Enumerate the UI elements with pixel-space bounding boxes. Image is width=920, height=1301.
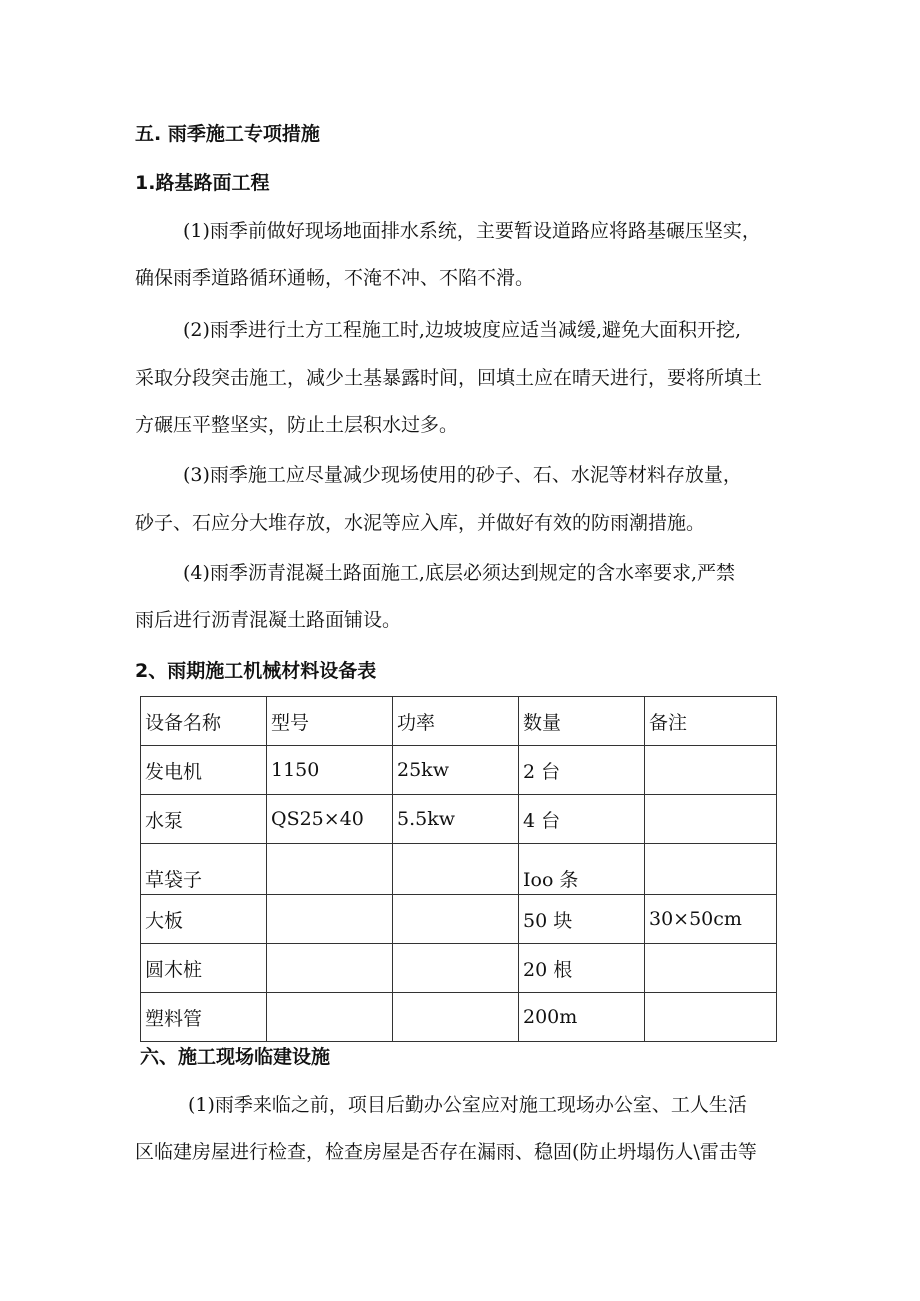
header-cell: 数量 xyxy=(519,697,645,746)
table-cell: 20 根 xyxy=(519,944,645,993)
paragraph-2-line-2: 采取分段突击施工，减少土基暴露时间，回填土应在晴天进行，要将所填土 xyxy=(135,367,763,389)
table-cell xyxy=(267,844,393,895)
paragraph-3-line-2: 砂子、石应分大堆存放，水泥等应入库，并做好有效的防雨潮措施。 xyxy=(135,512,706,534)
table-cell xyxy=(645,795,777,844)
table-cell: 塑料管 xyxy=(141,993,267,1042)
subsection-1-heading: 1.路基路面工程 xyxy=(135,172,270,194)
table-row xyxy=(141,746,777,795)
section-6-paragraph-1-line-1: (1)雨季来临之前，项目后勤办公室应对施工现场办公室、工人生活 xyxy=(188,1094,747,1116)
paragraph-3-line-1: (3)雨季施工应尽量减少现场使用的砂子、石、水泥等材料存放量， xyxy=(183,464,742,486)
paragraph-2-line-3: 方碾压平整坚实，防止土层积水过多。 xyxy=(135,414,459,436)
table-cell xyxy=(645,993,777,1042)
table-row xyxy=(141,895,777,944)
table-cell xyxy=(393,944,519,993)
table-cell: 5.5kw xyxy=(393,795,519,844)
paragraph-1-line-1: (1)雨季前做好现场地面排水系统，主要暂设道路应将路基碾压坚实， xyxy=(183,220,761,242)
header-cell: 备注 xyxy=(645,697,777,746)
header-cell: 型号 xyxy=(267,697,393,746)
table-cell: 水泵 xyxy=(141,795,267,844)
table-row xyxy=(141,944,777,993)
table-cell xyxy=(645,944,777,993)
table-cell xyxy=(267,993,393,1042)
table-cell: Ioo 条 xyxy=(519,844,645,895)
paragraph-1-line-2: 确保雨季道路循环通畅，不淹不冲、不陷不滑。 xyxy=(135,267,535,289)
table-cell: 50 块 xyxy=(519,895,645,944)
table-cell: 大板 xyxy=(141,895,267,944)
header-cell: 功率 xyxy=(393,697,519,746)
table-cell xyxy=(267,895,393,944)
table-cell: 草袋子 xyxy=(141,844,267,895)
paragraph-4-line-1: (4)雨季沥青混凝土路面施工,底层必须达到规定的含水率要求,严禁 xyxy=(183,562,735,584)
table-row xyxy=(141,795,777,844)
paragraph-2-line-1: (2)雨季进行土方工程施工时,边坡坡度应适当减缓,避免大面积开挖, xyxy=(183,319,742,341)
section-5-heading: 五. 雨季施工专项措施 xyxy=(135,123,320,145)
subsection-2-heading: 2、雨期施工机械材料设备表 xyxy=(135,660,377,682)
section-6-paragraph-1-line-2: 区临建房屋进行检查，检查房屋是否存在漏雨、稳固(防止坍塌伤人\雷击等 xyxy=(135,1141,757,1163)
table-cell: 25kw xyxy=(393,746,519,795)
table-cell: QS25×40 xyxy=(267,795,393,844)
table-cell xyxy=(393,993,519,1042)
header-cell: 设备名称 xyxy=(141,697,267,746)
table-cell xyxy=(645,844,777,895)
section-6-heading: 六、施工现场临建设施 xyxy=(140,1046,331,1068)
table-cell: 200m xyxy=(519,993,645,1042)
table-cell xyxy=(267,944,393,993)
table-cell xyxy=(393,895,519,944)
table-cell xyxy=(645,746,777,795)
table-cell: 4 台 xyxy=(519,795,645,844)
paragraph-4-line-2: 雨后进行沥青混凝土路面铺设。 xyxy=(135,609,402,631)
table-cell xyxy=(393,844,519,895)
table-cell: 发电机 xyxy=(141,746,267,795)
table-cell: 2 台 xyxy=(519,746,645,795)
table-cell: 30×50cm xyxy=(645,895,777,944)
table-row xyxy=(141,844,777,895)
table-cell: 1150 xyxy=(267,746,393,795)
equipment-table xyxy=(140,696,777,1042)
table-header-row xyxy=(141,697,777,746)
table-cell: 圆木桩 xyxy=(141,944,267,993)
table-row xyxy=(141,993,777,1042)
